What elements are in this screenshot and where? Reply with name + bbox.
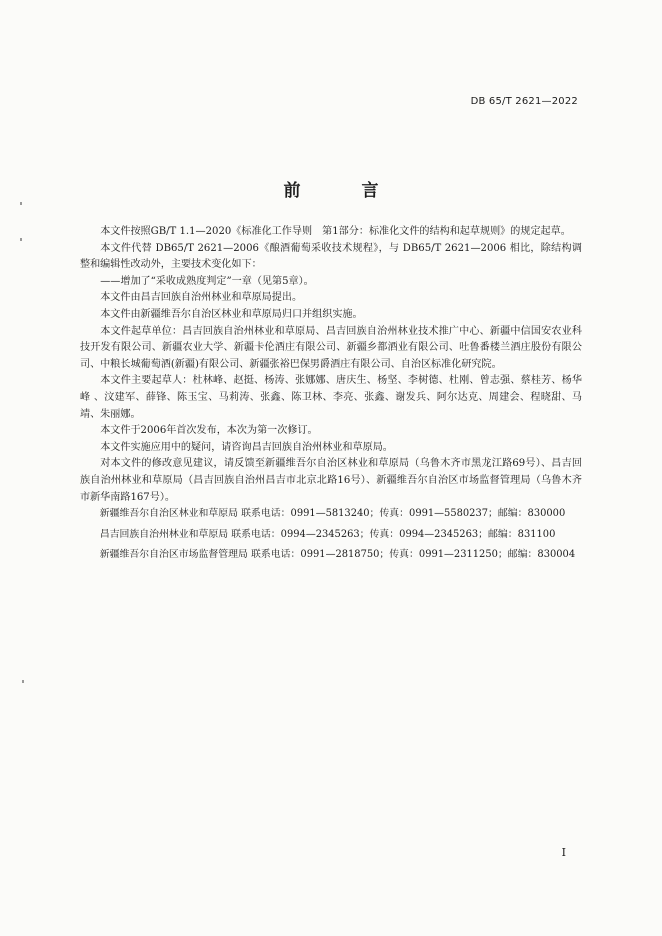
paragraph-replacement: 本文件代替 DB65/T 2621—2006《酿酒葡萄采收技术规程》，与 DB65/T 2621—2006 相比，除结构调整和编辑性改动外，主要技术变化如下：: [80, 242, 582, 271]
paragraph-centralized-by: 本文件由新疆维吾尔自治区林业和草原局归口并组织实施。: [100, 308, 363, 320]
paragraph-proposer: 本文件由昌吉回族自治州林业和草原局提出。: [100, 292, 303, 304]
contact-line: 昌吉回族自治州林业和草原局 联系电话：0994—2345263；传真：0994—2345263；邮编：831100: [99, 528, 556, 540]
paragraph-technical-change: ——增加了“采收成熟度判定”一章（见第5章）。: [100, 275, 314, 287]
paragraph-drafting-basis: 本文件按照GB/T 1.1—2020《标准化工作导则 第1部分：标准化文件的结构和起草规则》的规定起草。: [100, 226, 571, 237]
contact-line: 新疆维吾尔自治区市场监督管理局 联系电话：0991—2818750；传真：0991—2311250；邮编：830004: [99, 549, 576, 561]
paragraph-feedback: 对本文件的修改意见建议，请反馈至新疆维吾尔自治区林业和草原局（乌鲁木齐市黑龙江路69号）、昌吉回族自治州林业和草原局（昌吉回族自治州昌吉市北京北路16号）、新疆维吾尔自治区市场监督管理局（乌鲁木齐市新华南路167号）。: [80, 458, 582, 503]
scan-dot: [20, 238, 22, 241]
foreword-body: [80, 224, 582, 564]
page-title: 前 言: [283, 181, 401, 201]
page-number: I: [561, 846, 566, 859]
contact-line: 新疆维吾尔自治区林业和草原局 联系电话：0991—5813240；传真：0991—5580237；邮编：830000: [99, 508, 566, 520]
paragraph-inquiries: 本文件实施应用中的疑问，请咨询昌吉回族自治州林业和草原局。: [100, 441, 393, 453]
paragraph-drafters: 本文件主要起草人：杜林峰、赵挺、杨涛、张娜娜、唐庆生、杨坚、李树德、杜刚、曾志强、蔡桂芳、杨华峰 、汶建军、薛锋、陈玉宝、马莉涛、张鑫、陈卫林、李亮、张鑫、谢发兵、阿尔达克、周建会、程晓甜、马靖、朱丽娜。: [80, 375, 582, 420]
paragraph-drafting-units: 本文件起草单位：昌吉回族自治州林业和草原局、昌吉回族自治州林业技术推广中心、新疆中信国安农业科技开发有限公司、新疆农业大学、新疆卡伦酒庄有限公司、新疆乡都酒业有限公司、吐鲁番楼兰酒庄股份有限公司、中粮长城葡萄酒(新疆)有限公司、新疆张裕巴保男爵酒庄有限公司、自治区标准化研究院。: [80, 325, 582, 370]
paragraph-first-release: 本文件于2006年首次发布，本次为第一次修订。: [100, 425, 318, 437]
scan-dot: [20, 202, 22, 205]
contact-list: [80, 506, 582, 564]
document-code: DB 65/T 2621—2022: [470, 96, 578, 107]
scan-dot: [22, 680, 24, 683]
